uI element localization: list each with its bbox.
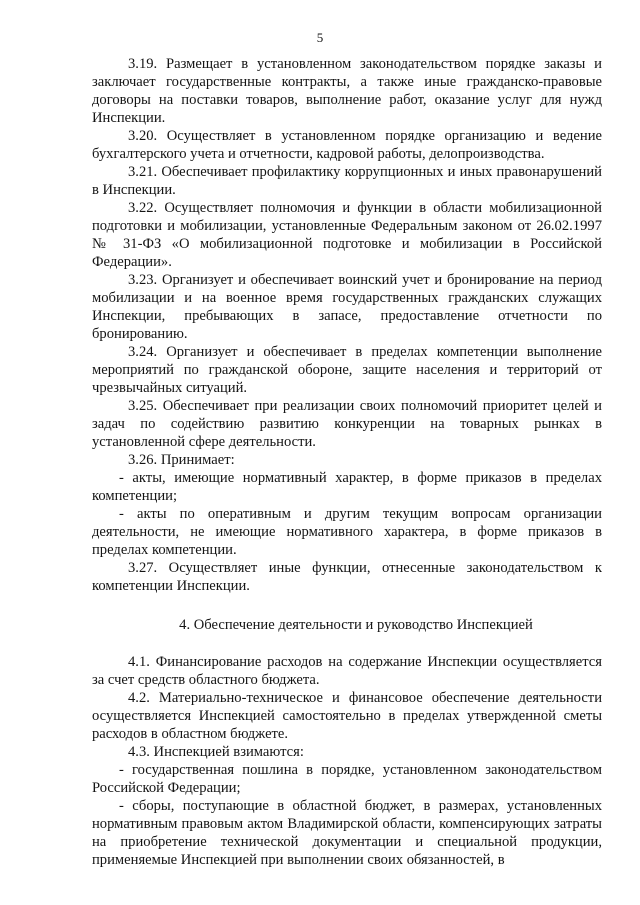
section-heading: 4. Обеспечение деятельности и руководство Инспекцией (179, 617, 533, 633)
paragraph-3-23: 3.23. Организует и обеспечивает воинский учет и бронирование на период мобилизации и на военное время государственных гражданских служащих Инспекции, пребывающих в запасе, предоставление отчетности по бронированию. (92, 272, 602, 342)
paragraph-3-22: 3.22. Осуществляет полномочия и функции в области мобилизационной подготовки и мобилизации, установленные Федеральным законом от 26.02.1997 № 31-ФЗ «О мобилизационной подготовке и мобилизации в Российской Федерации». (92, 200, 602, 270)
list-item: - сборы, поступающие в областной бюджет, в размерах, установленных нормативным правовым актом Владимирской области, компенсирующих затраты на приобретение технической документации и специальной продукции, применяемые Инспекцией при выполнении своих обязанностей, в (92, 798, 602, 868)
paragraph-3-24: 3.24. Организует и обеспечивает в пределах компетенции выполнение мероприятий по гражданской обороне, защите населения и территорий от чрезвычайных ситуаций. (92, 344, 602, 396)
paragraph-3-26: 3.26. Принимает: (128, 452, 235, 468)
paragraph-3-27: 3.27. Осуществляет иные функции, отнесенные законодательством к компетенции Инспекции. (92, 560, 602, 594)
list-item: - акты по оперативным и другим текущим вопросам организации деятельности, не имеющие нормативного характера, в форме приказов в пределах компетенции. (92, 506, 602, 558)
paragraph-3-25: 3.25. Обеспечивает при реализации своих полномочий приоритет целей и задач по содействию развитию конкуренции на товарных рынках в установленной сфере деятельности. (92, 398, 602, 450)
document-body (92, 55, 602, 869)
paragraph-4-1: 4.1. Финансирование расходов на содержание Инспекции осуществляется за счет средств областного бюджета. (92, 654, 602, 688)
paragraph-3-19: 3.19. Размещает в установленном законодательством порядке заказы и заключает государственные контракты, а также иные гражданско-правовые договоры на поставки товаров, выполнение работ, оказание услуг для нужд Инспекции. (92, 56, 602, 126)
page-number: 5 (316, 30, 324, 45)
paragraph-3-21: 3.21. Обеспечивает профилактику коррупционных и иных правонарушений в Инспекции. (92, 164, 602, 198)
paragraph-4-3: 4.3. Инспекцией взимаются: (128, 744, 304, 760)
list-item: - акты, имеющие нормативный характер, в форме приказов в пределах компетенции; (92, 470, 602, 504)
list-item: - государственная пошлина в порядке, установленном законодательством Российской Федерации; (92, 762, 602, 796)
paragraph-4-2: 4.2. Материально-техническое и финансовое обеспечение деятельности осуществляется Инспекцией самостоятельно в пределах утвержденной сметы расходов в областном бюджете. (92, 690, 602, 742)
paragraph-3-20: 3.20. Осуществляет в установленном порядке организацию и ведение бухгалтерского учета и отчетности, кадровой работы, делопроизводства. (92, 128, 602, 162)
